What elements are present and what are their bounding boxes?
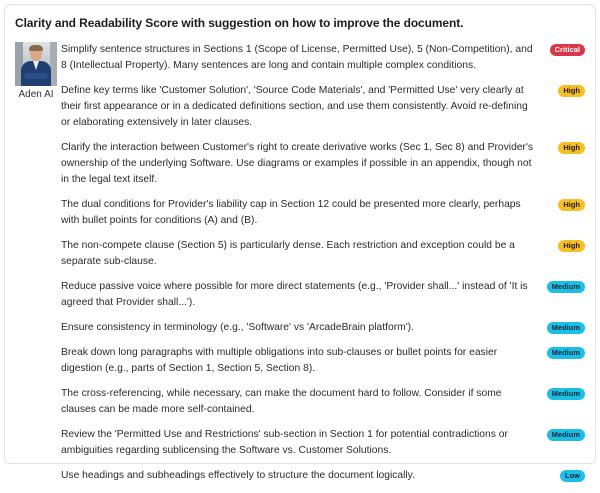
suggestion-text: Reduce passive voice where possible for more direct statements (e.g., 'Provider shall...' instead of 'It is agreed that Provider shall...').: [61, 281, 528, 308]
avatar-icon: [15, 42, 57, 86]
suggestion-item: [61, 83, 585, 131]
suggestion-text: The dual conditions for Provider's liability cap in Section 12 could be presented more clearly, perhaps with bullet points for conditions (A) and (B).: [61, 199, 521, 226]
severity-badge: Medium: [547, 347, 585, 359]
severity-badge: High: [558, 240, 585, 252]
suggestion-text: Review the 'Permitted Use and Restrictions' sub-section in Section 1 for potential contradictions or ambiguities regarding sublicensing the Software vs. Customer Solutions.: [61, 429, 508, 456]
severity-badge: Low: [560, 470, 585, 482]
author-block: [15, 42, 57, 100]
suggestion-item: [61, 345, 585, 377]
suggestion-item: [61, 320, 585, 336]
panel-title: Clarity and Readability Score with suggestion on how to improve the document.: [15, 16, 464, 30]
severity-badge: Medium: [547, 322, 585, 334]
suggestion-item: [61, 140, 585, 188]
severity-badge: Medium: [547, 281, 585, 293]
clarity-readability-panel: [4, 4, 596, 481]
severity-badge: High: [558, 199, 585, 211]
suggestion-text: Define key terms like 'Customer Solution', 'Source Code Materials', and 'Permitted Use' very clearly at their first appearance or in a dedicated definitions section, and use them consistently. Avoid re-defining or elaborating extensively in later clauses.: [61, 85, 528, 128]
suggestion-list: [61, 42, 585, 493]
severity-badge: Critical: [550, 44, 585, 56]
suggestion-item: [61, 468, 585, 484]
severity-badge: Medium: [547, 429, 585, 441]
severity-badge: Medium: [547, 388, 585, 400]
suggestion-text: Ensure consistency in terminology (e.g., 'Software' vs 'ArcadeBrain platform').: [61, 322, 414, 333]
severity-badge: High: [558, 85, 585, 97]
suggestion-text: Break down long paragraphs with multiple obligations into sub-clauses or bullet points for easier digestion (e.g., parts of Section 1, Section 5, Section 8).: [61, 347, 498, 374]
suggestion-item: [61, 279, 585, 311]
suggestion-item: [61, 386, 585, 418]
severity-badge: High: [558, 142, 585, 154]
suggestion-text: The cross-referencing, while necessary, can make the document hard to follow. Consider if some clauses can be made more self-contained.: [61, 388, 502, 415]
suggestion-item: [61, 42, 585, 74]
suggestion-item: [61, 197, 585, 229]
author-name: Aden AI: [18, 89, 54, 100]
suggestion-text: Simplify sentence structures in Sections 1 (Scope of License, Permitted Use), 5 (Non-Competition), and 8 (Intellectual Property). Many sentences are long and contain multiple complex conditions.: [61, 44, 533, 71]
suggestion-text: Clarify the interaction between Customer's right to create derivative works (Sec 1, Sec 8) and Provider's ownership of the underlying Software. Use diagrams or examples if possible in an appendix, though not in the legal text itself.: [61, 142, 534, 185]
suggestion-text: The non-compete clause (Section 5) is particularly dense. Each restriction and exception could be a separate sub-clause.: [61, 240, 515, 267]
suggestion-text: Use headings and subheadings effectively to structure the document logically.: [61, 470, 415, 481]
suggestion-item: [61, 427, 585, 459]
suggestion-item: [61, 238, 585, 270]
